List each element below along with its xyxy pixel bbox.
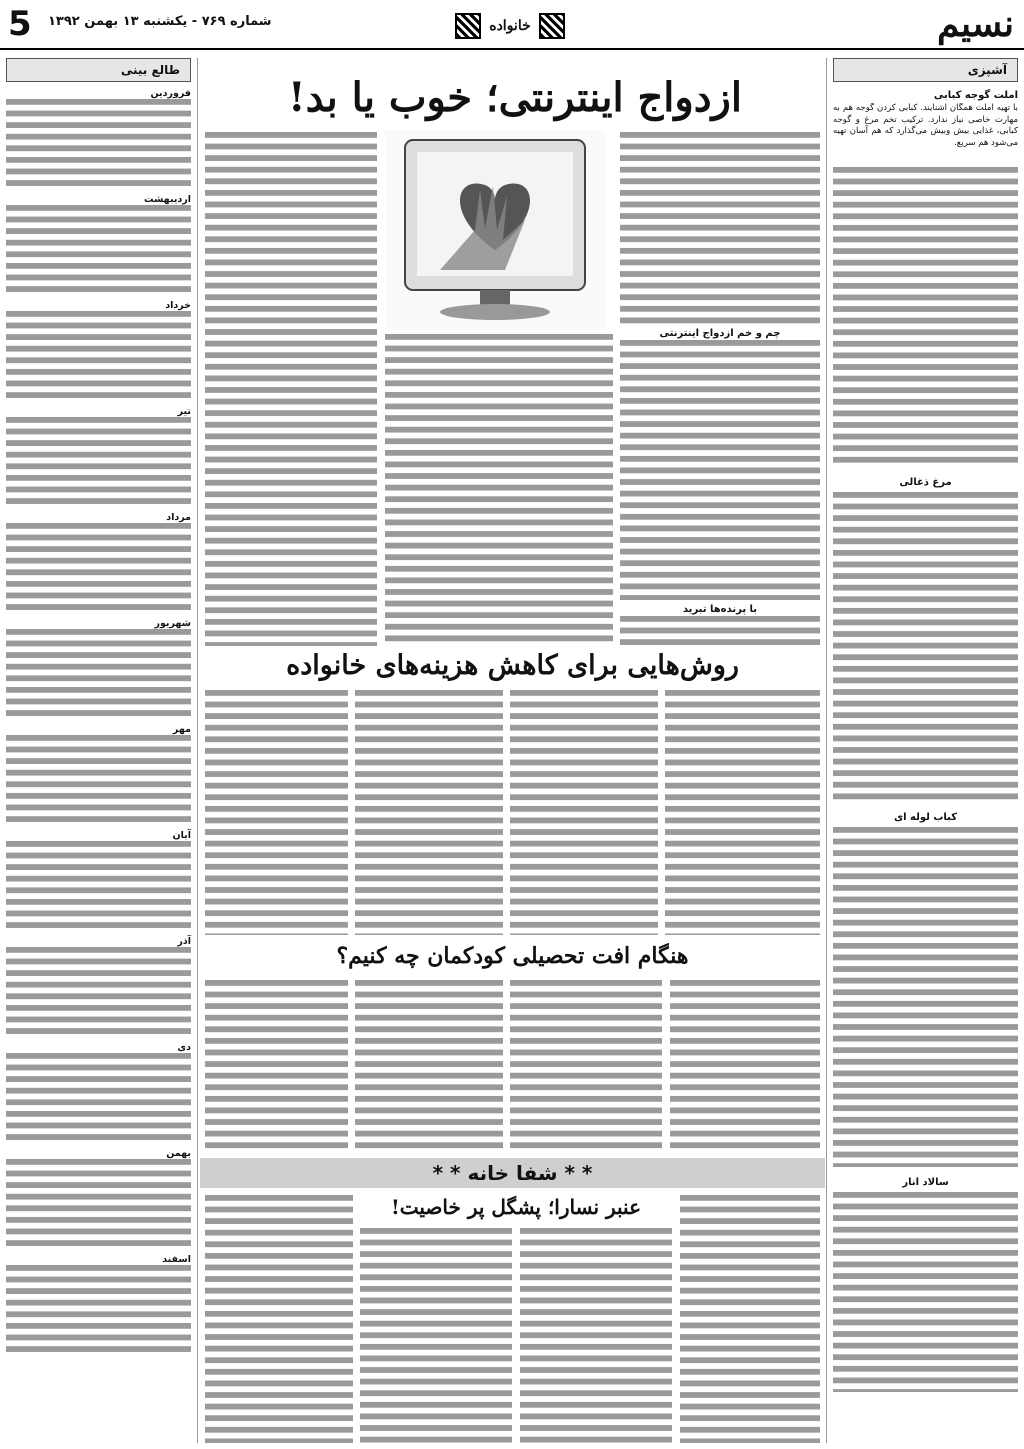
article-text [355, 690, 503, 935]
recipe-body [833, 1192, 1018, 1392]
horoscope-sign: دی [177, 1042, 191, 1053]
horoscope-sign: شهریور [154, 618, 191, 629]
article-text [205, 980, 348, 1150]
article-text [360, 1228, 512, 1443]
horoscope-column-title: طالع بینی [6, 58, 191, 82]
recipe-title: مرغ ذغالی [899, 477, 952, 488]
ornament-icon [455, 13, 481, 39]
ornament-icon [539, 13, 565, 39]
horoscope-sign: آذر [177, 936, 191, 947]
horoscope-sign: مرداد [166, 512, 191, 523]
recipe-title: سالاد انار [902, 1177, 949, 1188]
horoscope-text [6, 735, 191, 827]
article-text [355, 980, 503, 1150]
horoscope-text [6, 841, 191, 933]
recipe-body [833, 167, 1018, 467]
article-headline: عنبر نسارا؛ پشگل پر خاصیت! [390, 1195, 642, 1219]
horoscope-text [6, 1053, 191, 1145]
horoscope-sign: مهر [172, 724, 191, 735]
article-text [385, 334, 613, 646]
horoscope-sign: آبان [172, 830, 191, 841]
horoscope-text [6, 311, 191, 403]
article-text [620, 616, 820, 646]
article-text [670, 980, 820, 1150]
horoscope-text [6, 1265, 191, 1357]
horoscope-sign: فروردین [150, 88, 191, 99]
article-text [510, 980, 662, 1150]
horoscope-text [6, 99, 191, 191]
article-text [620, 340, 820, 600]
article-text [620, 132, 820, 324]
recipe-title: کباب لوله ای [893, 812, 958, 823]
section-name: خانواده [489, 18, 531, 34]
article-text [680, 1195, 820, 1443]
horoscope-text [6, 205, 191, 297]
article-subheading: چم و خم ازدواج اینترنتی [659, 328, 781, 339]
page-number: 5 [8, 4, 32, 44]
horoscope-sign: خرداد [165, 300, 191, 311]
cooking-column [833, 58, 1018, 1443]
horoscope-text [6, 1159, 191, 1251]
recipe-body [833, 492, 1018, 802]
article-text [205, 132, 377, 646]
article-text [520, 1228, 672, 1443]
page-header [0, 0, 1024, 50]
article-text [665, 690, 820, 935]
horoscope-text [6, 523, 191, 615]
health-section-banner: * * شفا خانه * * [200, 1158, 825, 1188]
article-text [510, 690, 658, 935]
article-text [205, 1195, 353, 1443]
horoscope-sign: اردیبهشت [143, 194, 191, 205]
article-text [205, 690, 348, 935]
recipe-title: املت گوجه کبابی [933, 90, 1018, 101]
horoscope-list [6, 88, 191, 1357]
monitor-heart-illustration [385, 130, 605, 330]
column-divider [197, 58, 198, 1443]
masthead-logo: نسیم [937, 3, 1014, 45]
cooking-column-title: آشپزی [833, 58, 1018, 82]
horoscope-column [6, 58, 191, 1443]
recipe-body [833, 827, 1018, 1167]
section-label [440, 10, 580, 42]
section-headline: روش‌هایی برای کاهش هزینه‌های خانواده [286, 650, 739, 681]
article-subheading: با پرنده‌ها تبرید [682, 604, 758, 615]
column-divider [826, 58, 827, 1443]
article-photo [385, 130, 605, 330]
horoscope-text [6, 947, 191, 1039]
horoscope-text [6, 417, 191, 509]
issue-info: شماره ۷۶۹ - یکشنبه ۱۳ بهمن ۱۳۹۲ [48, 14, 272, 29]
horoscope-text [6, 629, 191, 721]
horoscope-sign: بهمن [166, 1148, 191, 1159]
section-headline: هنگام افت تحصیلی کودکمان چه کنیم؟ [336, 943, 689, 969]
horoscope-sign: اسفند [162, 1254, 191, 1265]
main-headline: ازدواج اینترنتی؛ خوب یا بد! [288, 74, 742, 121]
recipe-intro: با تهیه املت همگان آشنایند. کبابی کردن گوجه هم به مهارت خاصی نیاز ندارد. ترکیب تخم مرغ و گوجه کبابی، غذایی بیش وبیش می‌گذارد که هم آسان تهیه می‌شود هم سریع. [833, 103, 1018, 148]
horoscope-sign: تیر [177, 406, 191, 417]
